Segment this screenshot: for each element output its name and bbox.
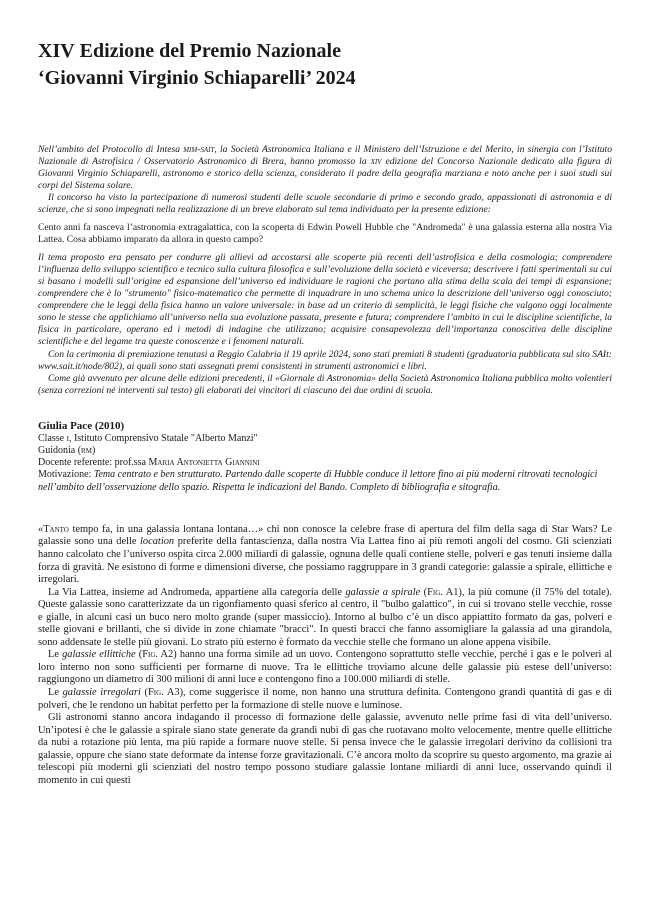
author-class	[38, 433, 612, 445]
intro-paragraph-1	[38, 144, 612, 192]
intro-paragraph-5: Come già avvenuto per alcune delle edizioni precedenti, il «Giornale di Astronomia» della Società Astronomica Italiana pubblica molto volentieri (senza correzioni né interventi sul testo) gli elaborati dei vincitori di ciascuno dei due ordini di scuola.	[38, 372, 612, 396]
essay-p2-fig-ref: Fig. A1	[427, 586, 459, 598]
title-edition-number: XIV	[38, 40, 75, 62]
essay-p2-text-a: La Via Lattea, insieme ad Andromeda, appartiene alla categoria delle	[48, 586, 346, 598]
essay-paragraph-4	[38, 687, 612, 712]
essay-p4-fig-ref: Fig. A3	[148, 687, 180, 698]
essay-p4-term: galassie irregolari	[62, 687, 141, 698]
motivation-label: Motivazione:	[38, 469, 94, 481]
title-line-2: ‘Giovanni Virginio Schiaparelli’ 2024	[38, 67, 356, 89]
essay-paragraph-3	[38, 649, 612, 687]
intro-p1-text-a: Nell’ambito del Protocollo di Intesa	[38, 144, 184, 155]
essay-p1-location: location	[140, 536, 175, 548]
author-motivation	[38, 469, 612, 493]
essay-paragraph-1	[38, 524, 612, 587]
intro-paragraph-2: Il concorso ha visto la partecipazione di numerosi studenti delle scuole secondarie di primo e secondo grado, appassionati di astronomia e di scienze, che si sono impegnati nella realizzazione di un breve elaborato sul tema individuato per la presente edizione:	[38, 192, 612, 216]
motivation-text: Tema centrato e ben strutturato. Partendo dalle scoperte di Hubble conduce il lettore fino ai più moderni ritrovati tecnologici nell’ambito dell’osservazione dello spazio. Rispetta le indicazioni del Bando. Completo di bibliografia e sitografia.	[38, 469, 598, 493]
contest-theme: Cento anni fa nasceva l’astronomia extragalattica, con la scoperta di Edwin Powell Hubble che "Andromeda" è una galassia esterna alla nostra Via Lattea. Cosa abbiamo imparato da allora in questo campo?	[38, 221, 612, 245]
intro-paragraph-3: Il tema proposto era pensato per condurre gli allievi ad accostarsi alle scoperte più recenti dell’astrofisica e della cosmologia; comprendere l’influenza dello sviluppo scientifico e tecnico sulla cultura filosofica e sull’evoluzione della società e viceversa; descrivere i fatti sperimentali su cui si basano i modelli sull’origine ed espansione dell’universo ed individuare le ragioni che portano alla stima della scala dei tempi di espansione; comprendere che è lo "strumento" fisico-matematico che permette di inquadrare in uno schema unico la descrizione dell’universo oggi conosciuto; comprendere che le leggi della fisica hanno un valore universale: in base ad un criterio di semplicità, le leggi fisiche che valgono oggi localmente sono le stesse che applichiamo all’universo nella sua evoluzione passata, presente e futura; comprendere l’ambito in cui le discipline scientifiche, la fisica in particolare, operano ed i metodi di indagine che utilizzano; acquisire consapevolezza dell’importanza conoscitiva delle discipline scientifiche e del legame tra queste conoscenze e i fenomeni naturali.	[38, 251, 612, 348]
essay-p2-text-c: ), la più comune (il 75% del totale). Queste galassie sono caratterizzate da un rigonfiamento quasi sferico al centro, il "bulbo galattico", in cui si trovano stelle vecchie, rosse e gialle, in alcuni casi un buco nero molto grande (super massiccio). Intorno al bulbo c’è un disco appiattito formato da gas, polveri e stelle giovani e brillanti, che si divide in zone chiamate "bracci". In questi bracci che fanno assomigliare la galassia ad una girandola, sono addensate le stelle più giovani. Lo strato più esterno è formato da vecchie stelle che formano un alone appena visibile.	[38, 586, 612, 648]
intro-p1-text-c: edizione del Concorso Nazionale dedicato alla figura di Giovanni Virginio Schiaparelli, astronomo e storico della scienza, considerato il padre della geografia marziana e noto anche per i suoi studi sui corpi del Sistema solare.	[38, 156, 612, 192]
intro-p1-protocol: mim-sait	[183, 144, 215, 155]
essay-p2-paren: (	[420, 586, 428, 598]
essay-p1-text-a: tempo fa, in una galassia lontana lontana…» chi non conosce la celebre frase di apertura del film della saga di Star Wars? Le galassie sono una delle	[38, 523, 612, 548]
essay-p1-text-b: preferite della fantascienza, dalla nostra Via Lattea fino ai più remoti angoli del cosmo. Gli scienziati hanno calcolato che l’universo ospita circa 2.000 miliardi di galassie, ognuna delle quali contiene stelle, polveri e gas tenuti insieme dalla forza di gravità. Ne esistono di forme e dimensioni diverse, che possiamo raggruppare in 3 grandi categorie: galassie a spirale, ellittiche e irregolari.	[38, 536, 612, 586]
essay-paragraph-2	[38, 587, 612, 650]
essay-p3-paren: (	[135, 649, 143, 661]
essay-p2-term: galassie a spirale	[345, 586, 421, 598]
author-name: Giulia Pace (2010)	[38, 419, 125, 432]
author-city	[38, 445, 612, 457]
essay-p4-text-a: Le	[48, 687, 63, 698]
author-class-label: Classe	[38, 432, 67, 444]
essay-p1-first-word: Tanto	[43, 523, 69, 535]
author-class-number: i	[66, 432, 69, 444]
author-city-close: )	[91, 445, 96, 457]
title-line-1: Edizione del Premio Nazionale	[74, 40, 341, 62]
author-teacher-label: Docente referente: prof.ssa	[38, 457, 149, 469]
author-province: rm	[81, 445, 92, 457]
essay-p3-fig-ref: Fig. A2	[142, 649, 174, 661]
essay-body	[38, 524, 612, 787]
essay-p4-paren: (	[140, 687, 149, 698]
essay-p1-quote: «	[38, 523, 44, 535]
essay-paragraph-5: Gli astronomi stanno ancora indagando il processo di formazione delle galassie, avvenuto nelle prime fasi di vita dell’universo. Un’ipotesi è che le galassie a spirale siano state generate da grandi nubi di gas che ruotavano molto velocemente, mentre quelle ellittiche da nubi a rotazione più lenta, ma più rapide a formare nuove stelle. Si pensa invece che le galassie irregolari derivino da collisioni tra galassie, oppure che siano state deformate da intense forze gravitazionali. C’è ancora molto da scoprire su questo argomento, ma grazie ai telescopi più moderni gli scienziati del nostro tempo possono studiare galassie lontane miliardi di anni luce, osservando quindi il momento in cui questi	[38, 712, 612, 786]
page-title	[38, 38, 612, 92]
author-teacher-name: Maria Antonietta Giannini	[148, 457, 260, 469]
author-teacher	[38, 457, 612, 469]
intro-p1-text-b: , la Società Astronomica Italiana e il Ministero dell’Istruzione e del Merito, in sinergia con l’Istituto Nazionale di Astrofisica / Osservatorio Astronomico di Brera, hanno promosso la	[38, 144, 612, 168]
intro-p1-edition: xiv	[370, 156, 382, 168]
intro-section	[38, 144, 612, 397]
essay-p3-text-a: Le	[48, 649, 63, 661]
essay-p4-text-c: ), come suggerisce il nome, non hanno una struttura definita. Contengono grandi quantità di gas e di polveri, che le rendono un habitat perfetto per la formazione di stelle nuove e luminose.	[38, 687, 613, 711]
essay-p3-term: galassie ellittiche	[62, 649, 136, 661]
author-city-name: Guidonia (	[38, 445, 82, 457]
author-school: , Istituto Comprensivo Statale "Alberto Manzi"	[68, 432, 258, 444]
essay-p3-text-c: ) hanno una forma simile ad un uovo. Contengono soprattutto stelle vecchie, perché i gas e le polveri al loro interno non sono sufficienti per formarne di nuove. Tra le ellittiche troviamo alcune delle galassie più estese dell’universo: raggiungono un diametro di 300 milioni di anni luce e contengono fino a 100.000 miliardi di stelle.	[38, 649, 612, 686]
author-block	[38, 419, 612, 494]
intro-paragraph-4: Con la cerimonia di premiazione tenutasi a Reggio Calabria il 19 aprile 2024, sono stati premiati 8 studenti (graduatoria pubblicata sul sito SAIt: www.sait.it/node/802), ai quali sono stati assegnati premi consistenti in strumenti astronomici e libri.	[38, 348, 612, 372]
